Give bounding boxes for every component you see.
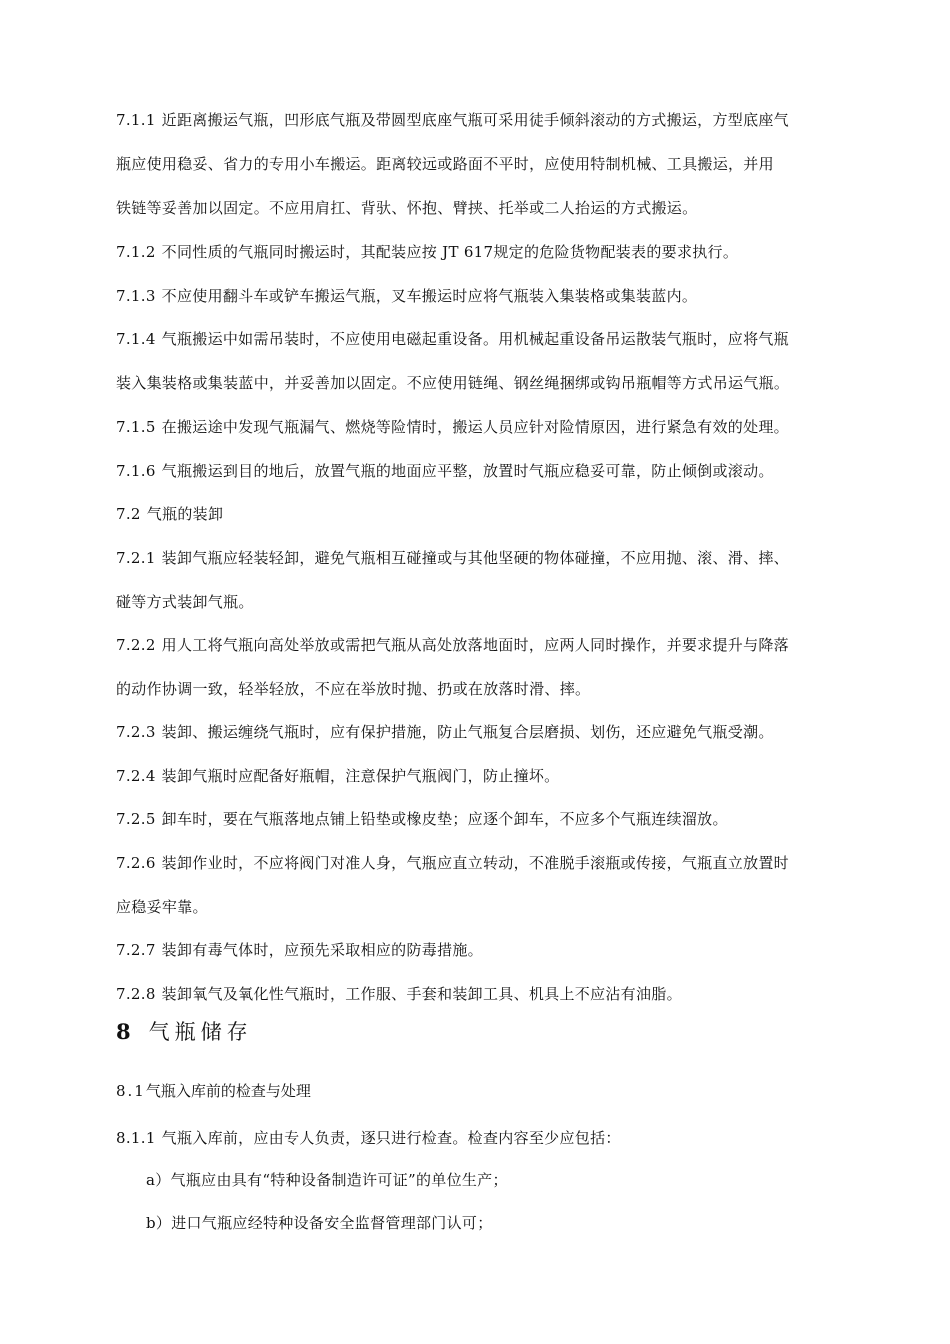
paragraph-line: 碰等方式装卸气瓶。: [116, 593, 254, 611]
clause-number: 7.1.5: [116, 418, 156, 436]
paragraph-text: 不应使用翻斗车或铲车搬运气瓶，叉车搬运时应将气瓶装入集装格或集装蓝内。: [161, 287, 698, 305]
paragraph-text: 不同性质的气瓶同时搬运时，其配装应按 JT 617规定的危险货物配装表的要求执行。: [161, 243, 739, 261]
paragraph-text: 气瓶搬运到目的地后，放置气瓶的地面应平整，放置时气瓶应稳妥可靠，防止倾倒或滚动。: [161, 462, 774, 480]
paragraph-line: 铁链等妥善加以固定。不应用肩扛、背驮、怀抱、臂挟、托举或二人抬运的方式搬运。: [116, 199, 698, 217]
clause-number: 7.1.4: [116, 330, 156, 348]
paragraph-line: 装卸气瓶应轻装轻卸，避免气瓶相互碰撞或与其他坚硬的物体碰撞，不应用抛、滚、滑、摔、: [161, 549, 789, 567]
paragraph-text: 装卸、搬运缠绕气瓶时，应有保护措施，防止气瓶复合层磨损、划伤，还应避免气瓶受潮。: [161, 723, 774, 741]
chapter-heading-8: [116, 1016, 253, 1048]
paragraph-line: 近距离搬运气瓶，凹形底气瓶及带圆型底座气瓶可采用徒手倾斜滚动的方式搬运，方型底座气: [161, 111, 789, 129]
section-number: 7.2: [116, 505, 141, 523]
clause-number: 7.1.2: [116, 243, 156, 261]
clause-number: 7.2.5: [116, 810, 156, 828]
paragraph-line: 装入集装格或集装蓝中，并妥善加以固定。不应使用链绳、钢丝绳捆绑或钩吊瓶帽等方式吊运气瓶。: [116, 374, 790, 392]
paragraph-7-1-1: [116, 106, 846, 223]
clause-number: 7.2.2: [116, 636, 156, 654]
paragraph-text: 卸车时，要在气瓶落地点铺上铅垫或橡皮垫；应逐个卸车，不应多个气瓶连续溜放。: [161, 810, 728, 828]
clause-number: 8.1.1: [116, 1129, 156, 1147]
paragraph-line: 气瓶搬运中如需吊装时，不应使用电磁起重设备。用机械起重设备吊运散装气瓶时，应将气瓶: [161, 330, 789, 348]
paragraph-7-1-6: [116, 457, 846, 486]
paragraph-7-1-2: [116, 238, 846, 267]
clause-number: 7.1.6: [116, 462, 156, 480]
paragraph-text: 装卸气瓶时应配备好瓶帽，注意保护气瓶阀门，防止撞坏。: [161, 767, 560, 785]
section-number: 8.1: [116, 1082, 146, 1100]
paragraph-7-2-7: [116, 936, 846, 965]
paragraph-7-2-1: [116, 544, 846, 617]
section-title: 气瓶的装卸: [146, 505, 224, 523]
paragraph-line: 用人工将气瓶向高处举放或需把气瓶从高处放落地面时，应两人同时操作，并要求提升与降落: [161, 636, 789, 654]
paragraph-text: 气瓶入库前，应由专人负责，逐只进行检查。检查内容至少应包括：: [161, 1129, 621, 1147]
paragraph-line: 瓶应使用稳妥、省力的专用小车搬运。距离较远或路面不平时，应使用特制机械、工具搬运，并用: [116, 155, 774, 173]
paragraph-7-2-8: [116, 980, 846, 1009]
paragraph-text: 装卸有毒气体时，应预先采取相应的防毒措施。: [161, 941, 483, 959]
paragraph-line: 装卸作业时，不应将阀门对准人身，气瓶应直立转动，不准脱手滚瓶或传接，气瓶直立放置时: [161, 854, 789, 872]
section-title: 气瓶入库前的检查与处理: [145, 1082, 311, 1100]
paragraph-text: 在搬运途中发现气瓶漏气、燃烧等险情时，搬运人员应针对险情原因，进行紧急有效的处理。: [161, 418, 789, 436]
paragraph-7-1-4: [116, 325, 846, 398]
list-item-b: b）进口气瓶应经特种设备安全监督管理部门认可；: [146, 1214, 493, 1232]
clause-number: 7.2.6: [116, 854, 156, 872]
clause-number: 7.2.8: [116, 985, 156, 1003]
paragraph-7-2-2: [116, 631, 846, 704]
clause-number: 7.2.3: [116, 723, 156, 741]
section-heading-7-2: [116, 500, 846, 529]
paragraph-text: 装卸氧气及氧化性气瓶时，工作服、手套和装卸工具、机具上不应沾有油脂。: [161, 985, 682, 1003]
clause-number: 7.2.4: [116, 767, 156, 785]
paragraph-7-2-5: [116, 805, 846, 834]
clause-number: 7.2.1: [116, 549, 156, 567]
list-item-a: a）气瓶应由具有“特种设备制造许可证”的单位生产；: [146, 1171, 508, 1189]
paragraph-7-2-4: [116, 762, 846, 791]
chapter-number: 8: [116, 1019, 131, 1044]
paragraph-7-1-3: [116, 282, 846, 311]
clause-number: 7.2.7: [116, 941, 156, 959]
section-heading-8-1: [116, 1078, 311, 1104]
chapter-title: 气瓶储存: [148, 1020, 253, 1044]
paragraph-7-2-3: [116, 718, 846, 747]
clause-number: 7.1.1: [116, 111, 156, 129]
paragraph-8-1-1: [116, 1124, 846, 1153]
paragraph-7-1-5: [116, 413, 846, 442]
paragraph-line: 的动作协调一致，轻举轻放，不应在举放时抛、扔或在放落时滑、摔。: [116, 680, 591, 698]
paragraph-7-2-6: [116, 849, 846, 922]
clause-number: 7.1.3: [116, 287, 156, 305]
paragraph-line: 应稳妥牢靠。: [116, 898, 208, 916]
